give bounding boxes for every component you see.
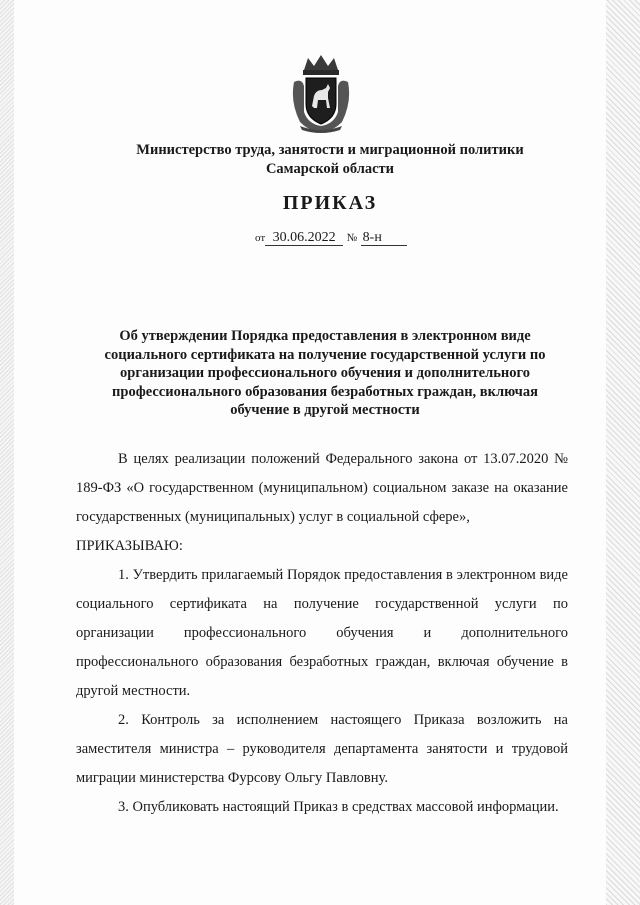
samara-region-coat-of-arms-icon [290,52,352,134]
document-body [76,445,568,822]
order-word: ПРИКАЗЫВАЮ: [76,538,183,554]
title-line-1: Об утверждении Порядка предоставления в электронном виде [119,328,531,344]
ministry-heading [60,141,600,179]
preamble-paragraph: В целях реализации положений Федерального закона от 13.07.2020 № 189-ФЗ «О государственном (муниципальном) социальном заказе на оказание государственных (муниципальных) услуг в социальной сфере», [76,451,568,525]
document-title [85,327,565,420]
ministry-line-1: Министерство труда, занятости и миграционной политики [136,142,524,158]
document-number: 8-н [361,230,407,246]
title-line-3: организации профессионального обучения и дополнительного [120,365,530,381]
item-2-paragraph: 2. Контроль за исполнением настоящего Приказа возложить на заместителя министра – руководителя департамента занятости и трудовой миграции министерства Фурсову Ольгу Павловну. [76,712,568,786]
title-line-4: профессионального образования безработных граждан, включая [112,383,538,400]
scan-edge-right [606,0,640,905]
item-1-paragraph: 1. Утвердить прилагаемый Порядок предоставления в электронном виде социального сертификата на получение государственной услуги по организации профессионального обучения и дополнительного профессионального образования безработных граждан, включая обучение в другой местности. [76,567,568,699]
document-date: 30.06.2022 [265,230,343,246]
date-number-line [255,230,455,246]
ministry-line-2: Самарской области [265,161,395,177]
scan-edge-left [0,0,14,905]
title-line-2: социального сертификата на получение государственной услуги по [104,346,546,363]
number-prefix: № [346,232,358,244]
date-prefix: от [255,232,266,244]
title-line-5: обучение в другой местности [230,402,420,418]
document-type: ПРИКАЗ [282,192,378,214]
item-3-paragraph: 3. Опубликовать настоящий Приказ в средствах массовой информации. [118,799,559,815]
